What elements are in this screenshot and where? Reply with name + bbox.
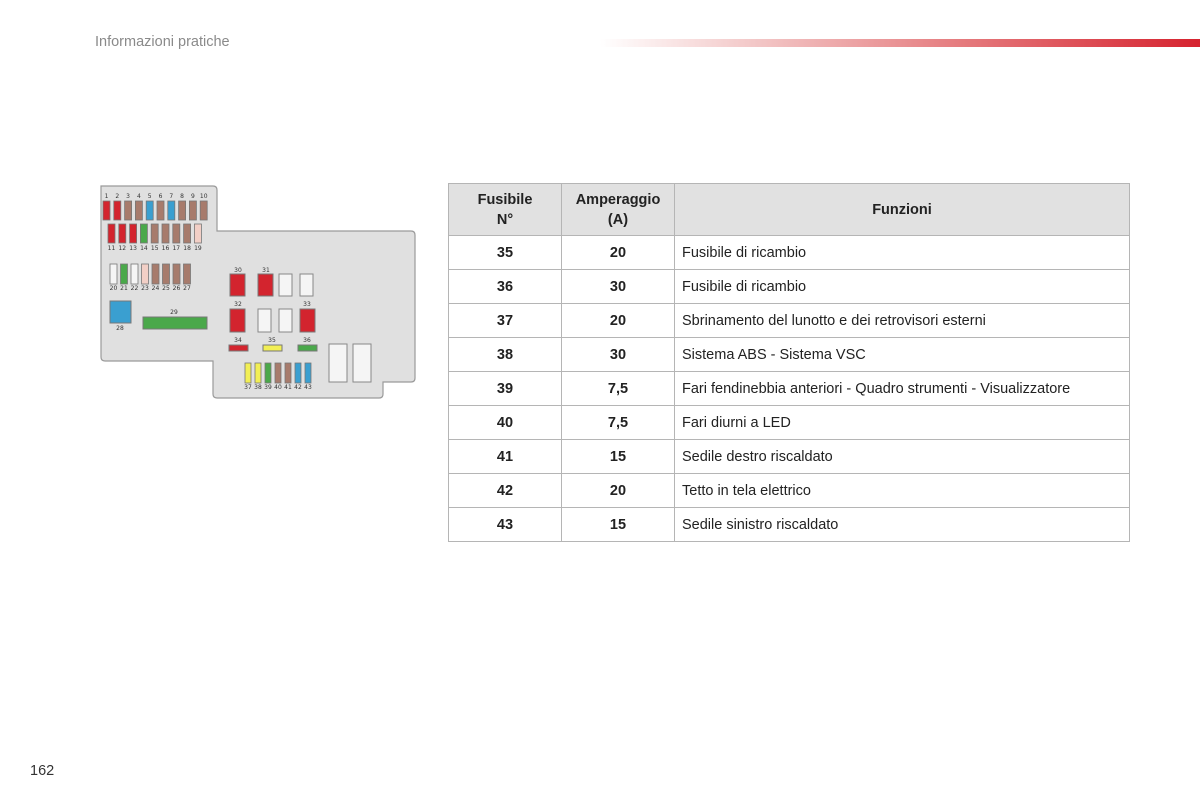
fuse-number: 35 — [449, 236, 562, 270]
fuse-43 — [305, 363, 311, 383]
fuse-20 — [110, 264, 117, 284]
empty-slot — [279, 309, 292, 332]
fuse-label-20: 20 — [109, 285, 118, 292]
fuse-14 — [140, 224, 147, 243]
fuse-label-16: 16 — [161, 245, 170, 252]
fuse-37 — [245, 363, 251, 383]
fuse-31 — [258, 274, 273, 296]
header-fuse-number — [449, 184, 562, 236]
fuse-29 — [143, 317, 207, 329]
fuse-label-34: 34 — [234, 337, 242, 344]
fuse-label-43: 43 — [304, 384, 312, 391]
table-row — [449, 236, 1130, 270]
amperage: 20 — [562, 474, 675, 508]
fuse-33 — [300, 309, 315, 332]
function: Tetto in tela elettrico — [675, 474, 1130, 508]
fuse-label-4: 4 — [136, 193, 141, 200]
fuse-label-25: 25 — [162, 285, 170, 292]
fuse-label-10: 10 — [199, 193, 208, 200]
fuse-15 — [151, 224, 158, 243]
fuse-number: 42 — [449, 474, 562, 508]
empty-slot — [353, 344, 371, 382]
fuse-40 — [275, 363, 281, 383]
fuse-6 — [157, 201, 164, 220]
fuse-5 — [146, 201, 153, 220]
fuse-label-29: 29 — [170, 309, 178, 316]
fuse-label-40: 40 — [274, 384, 282, 391]
fuse-label-27: 27 — [183, 285, 191, 292]
fuse-24 — [152, 264, 159, 284]
function: Fusibile di ricambio — [675, 236, 1130, 270]
fuse-26 — [173, 264, 180, 284]
fuse-23 — [142, 264, 149, 284]
fuse-18 — [184, 224, 191, 243]
amperage: 7,5 — [562, 406, 675, 440]
fuse-label-23: 23 — [141, 285, 149, 292]
fuse-box-diagram — [93, 183, 418, 399]
fuse-label-13: 13 — [129, 245, 137, 252]
fuse-label-24: 24 — [151, 285, 160, 292]
fuse-label-15: 15 — [150, 245, 159, 252]
fuse-42 — [295, 363, 301, 383]
fuse-32 — [230, 309, 245, 332]
table-row — [449, 474, 1130, 508]
amperage: 20 — [562, 236, 675, 270]
header-amp-line2: (A) — [607, 211, 629, 228]
fuse-number: 40 — [449, 406, 562, 440]
fuse-label-31: 31 — [262, 267, 270, 274]
fuse-label-3: 3 — [126, 193, 131, 200]
fuse-label-26: 26 — [172, 285, 181, 292]
table-row — [449, 304, 1130, 338]
fuse-label-11: 11 — [107, 245, 116, 252]
function: Sistema ABS - Sistema VSC — [675, 338, 1130, 372]
empty-slot — [258, 309, 271, 332]
fuse-2 — [114, 201, 121, 220]
fuse-label-19: 19 — [194, 245, 202, 252]
header-fuse-line1: Fusibile — [477, 191, 533, 208]
fuse-label-22: 22 — [130, 285, 139, 292]
fuse-label-38: 38 — [254, 384, 262, 391]
fuse-13 — [130, 224, 137, 243]
amperage: 30 — [562, 270, 675, 304]
fuse-22 — [131, 264, 138, 284]
fuse-34 — [229, 345, 248, 351]
page-number: 162 — [30, 763, 55, 779]
fuse-35 — [263, 345, 282, 351]
fuse-27 — [184, 264, 191, 284]
fuse-3 — [125, 201, 132, 220]
fuse-number: 39 — [449, 372, 562, 406]
fuse-label-36: 36 — [303, 337, 311, 344]
function: Sedile sinistro riscaldato — [675, 508, 1130, 542]
fuse-label-8: 8 — [180, 193, 185, 200]
amperage: 30 — [562, 338, 675, 372]
fuse-28 — [110, 301, 131, 323]
header-accent-bar — [600, 39, 1200, 47]
section-title: Informazioni pratiche — [95, 34, 230, 50]
fuse-11 — [108, 224, 115, 243]
fuse-12 — [119, 224, 126, 243]
fuse-label-1: 1 — [104, 193, 109, 200]
fuse-30 — [230, 274, 245, 296]
fuse-label-35: 35 — [268, 337, 276, 344]
table-row — [449, 372, 1130, 406]
fuse-label-7: 7 — [169, 193, 174, 200]
fuse-4 — [135, 201, 142, 220]
table-row — [449, 508, 1130, 542]
fuse-19 — [194, 224, 201, 243]
fuse-label-2: 2 — [115, 193, 120, 200]
empty-slot — [279, 274, 292, 296]
function: Sedile destro riscaldato — [675, 440, 1130, 474]
fuse-label-14: 14 — [140, 245, 148, 252]
fuse-label-33: 33 — [303, 301, 311, 308]
function: Sbrinamento del lunotto e dei retrovisori esterni — [675, 304, 1130, 338]
fuse-label-41: 41 — [284, 384, 292, 391]
fuse-38 — [255, 363, 261, 383]
fuse-8 — [179, 201, 186, 220]
fuse-39 — [265, 363, 271, 383]
fuse-label-6: 6 — [158, 193, 163, 200]
fuse-label-42: 42 — [294, 384, 302, 391]
empty-slot — [300, 274, 313, 296]
amperage: 15 — [562, 440, 675, 474]
table-row — [449, 270, 1130, 304]
fuse-label-32: 32 — [234, 301, 242, 308]
table-row — [449, 406, 1130, 440]
fuse-17 — [173, 224, 180, 243]
fuse-label-18: 18 — [183, 245, 191, 252]
function: Fari fendinebbia anteriori - Quadro strumenti - Visualizzatore — [675, 372, 1130, 406]
amperage: 7,5 — [562, 372, 675, 406]
fuse-36 — [298, 345, 317, 351]
fuse-9 — [189, 201, 196, 220]
fuse-label-21: 21 — [120, 285, 128, 292]
table-row — [449, 440, 1130, 474]
fuse-16 — [162, 224, 169, 243]
fuse-25 — [163, 264, 170, 284]
fuse-number: 43 — [449, 508, 562, 542]
fuse-41 — [285, 363, 291, 383]
header-fuse-line2: N° — [496, 211, 514, 228]
header-amp-line1: Amperaggio — [575, 191, 661, 208]
fuse-label-12: 12 — [118, 245, 127, 252]
fuse-7 — [168, 201, 175, 220]
fuse-label-30: 30 — [234, 267, 242, 274]
fuse-label-28: 28 — [116, 325, 124, 332]
function: Fari diurni a LED — [675, 406, 1130, 440]
table-row — [449, 338, 1130, 372]
amperage: 20 — [562, 304, 675, 338]
fuse-21 — [121, 264, 128, 284]
fuse-label-5: 5 — [147, 193, 152, 200]
fuse-label-37: 37 — [244, 384, 252, 391]
fuse-number: 36 — [449, 270, 562, 304]
fuse-10 — [200, 201, 207, 220]
fuse-1 — [103, 201, 110, 220]
fuse-number: 41 — [449, 440, 562, 474]
fuse-table — [448, 183, 1130, 542]
fuse-number: 37 — [449, 304, 562, 338]
table-header-row — [449, 184, 1130, 236]
header-amperage — [562, 184, 675, 236]
empty-slot — [329, 344, 347, 382]
amperage: 15 — [562, 508, 675, 542]
fuse-label-39: 39 — [264, 384, 272, 391]
fuse-number: 38 — [449, 338, 562, 372]
fuse-label-9: 9 — [190, 193, 195, 200]
header-functions: Funzioni — [675, 184, 1130, 236]
fuse-label-17: 17 — [172, 245, 181, 252]
function: Fusibile di ricambio — [675, 270, 1130, 304]
